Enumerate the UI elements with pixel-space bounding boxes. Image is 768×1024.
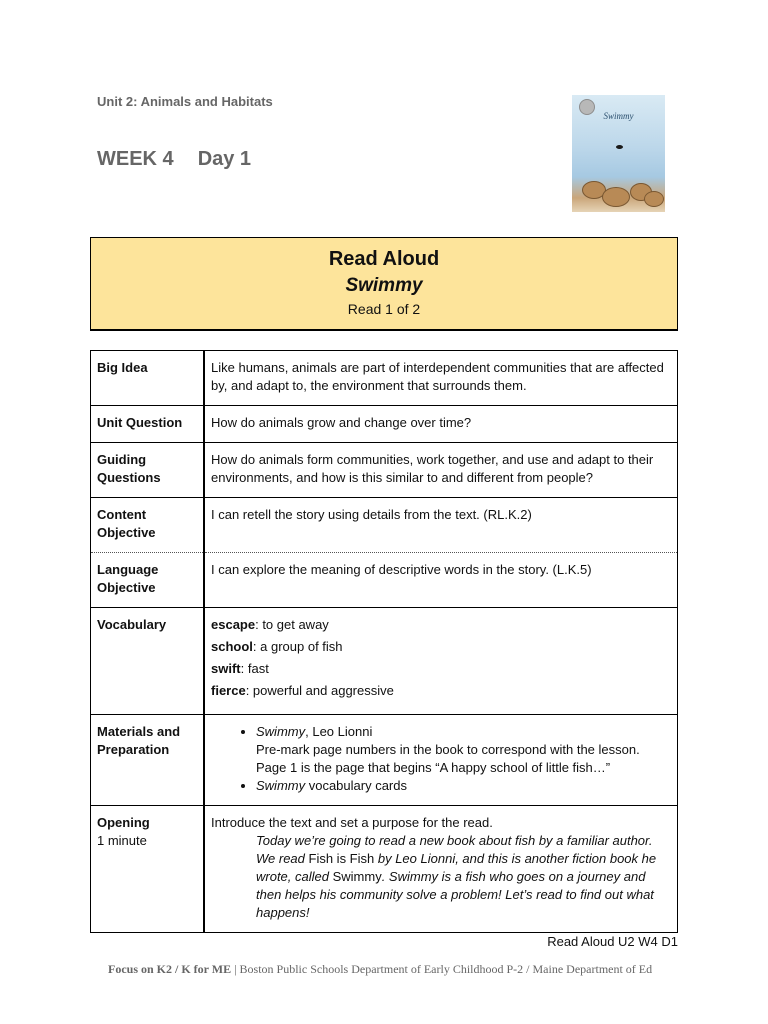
row-label: Language Objective: [91, 553, 205, 608]
vocab-item: [211, 638, 671, 656]
opening-duration: 1 minute: [97, 833, 147, 848]
vocab-word: school: [211, 639, 253, 654]
table-row: [91, 806, 678, 933]
table-row: [91, 608, 678, 715]
table-row: [91, 406, 678, 443]
big-idea-text: Like humans, animals are part of interdependent communities that are affected by, and adapt to, the environment that surrounds them.: [204, 351, 678, 406]
material-book-title: Swimmy: [256, 724, 306, 739]
opening-script: [211, 832, 671, 922]
script-text: . Swimmy is a fish who goes on a journey and then helps his community solve a problem! Let’s read to find out what happens!: [256, 869, 654, 920]
row-label: Materials and Preparation: [91, 715, 205, 806]
unit-title: Unit 2: Animals and Habitats: [97, 94, 273, 109]
week-day-heading: [97, 148, 275, 171]
fish-icon: [616, 145, 623, 149]
row-label: Content Objective: [91, 498, 205, 553]
vocab-definition: : fast: [240, 661, 269, 676]
vocab-word: escape: [211, 617, 256, 632]
table-row: [91, 351, 678, 406]
vocab-word: fierce: [211, 683, 246, 698]
materials-list: [204, 715, 678, 806]
script-text: Today we’re going to read a new book about fish by a familiar author. We read: [256, 833, 653, 866]
vocab-word: swift: [211, 661, 241, 676]
banner-book-title: Swimmy: [345, 275, 423, 296]
read-aloud-banner: [90, 237, 678, 331]
vocab-definition: : powerful and aggressive: [245, 683, 394, 698]
row-label: Opening: [97, 815, 150, 830]
content-objective-text: I can retell the story using details from the text. (RL.K.2): [204, 498, 678, 553]
script-book-reference: Fish is Fish: [308, 851, 375, 866]
vocab-item: [211, 616, 671, 634]
row-label: Unit Question: [91, 406, 205, 443]
material-item: [256, 723, 671, 777]
material-cards: vocabulary cards: [305, 778, 407, 793]
cover-title: Swimmy: [603, 111, 634, 121]
page-footer-label: Read Aloud U2 W4 D1: [547, 934, 678, 949]
vocab-definition: : a group of fish: [252, 639, 343, 654]
opening-intro: Introduce the text and set a purpose for the read.: [211, 815, 493, 830]
table-row: [91, 443, 678, 498]
day-label: Day 1: [197, 148, 252, 170]
script-text: by Leo Lionni, and this is another fiction book he wrote, called: [256, 851, 657, 884]
row-label: Big Idea: [91, 351, 205, 406]
material-book-title: Swimmy: [256, 778, 306, 793]
book-cover-image: [572, 95, 665, 212]
rock-shape: [644, 191, 664, 207]
material-item: [256, 777, 671, 795]
rock-shape: [602, 187, 630, 207]
opening-content: [204, 806, 678, 933]
vocab-definition: : to get away: [255, 617, 329, 632]
table-row: [91, 553, 678, 608]
lesson-plan-table: [90, 350, 678, 933]
language-objective-text: I can explore the meaning of descriptive words in the story. (L.K.5): [204, 553, 678, 608]
vocab-item: [211, 660, 671, 678]
credit-program: Focus on K2 / K for ME: [108, 962, 232, 976]
banner-title: Read Aloud: [328, 248, 440, 270]
vocab-item: [211, 682, 671, 700]
row-label: Guiding Questions: [91, 443, 205, 498]
guiding-questions-text: How do animals form communities, work together, and use and adapt to their environments, and how is this similar to and different from people?: [204, 443, 678, 498]
vocabulary-list: [204, 608, 678, 715]
table-row: [91, 498, 678, 553]
banner-read-count: Read 1 of 2: [347, 301, 421, 317]
credit-departments: | Boston Public Schools Department of Early Childhood P-2 / Maine Department of Ed: [231, 962, 653, 976]
week-label: WEEK 4: [97, 148, 174, 170]
opening-label-cell: [91, 806, 205, 933]
unit-question-text: How do animals grow and change over time?: [204, 406, 678, 443]
footer-credit: [108, 962, 652, 977]
material-author: , Leo Lionni: [305, 724, 373, 739]
row-label: Vocabulary: [91, 608, 205, 715]
script-book-reference: Swimmy: [332, 869, 382, 884]
table-row: [91, 715, 678, 806]
material-note: Pre-mark page numbers in the book to correspond with the lesson. Page 1 is the page that begins “A happy school of little fish…”: [256, 742, 640, 775]
